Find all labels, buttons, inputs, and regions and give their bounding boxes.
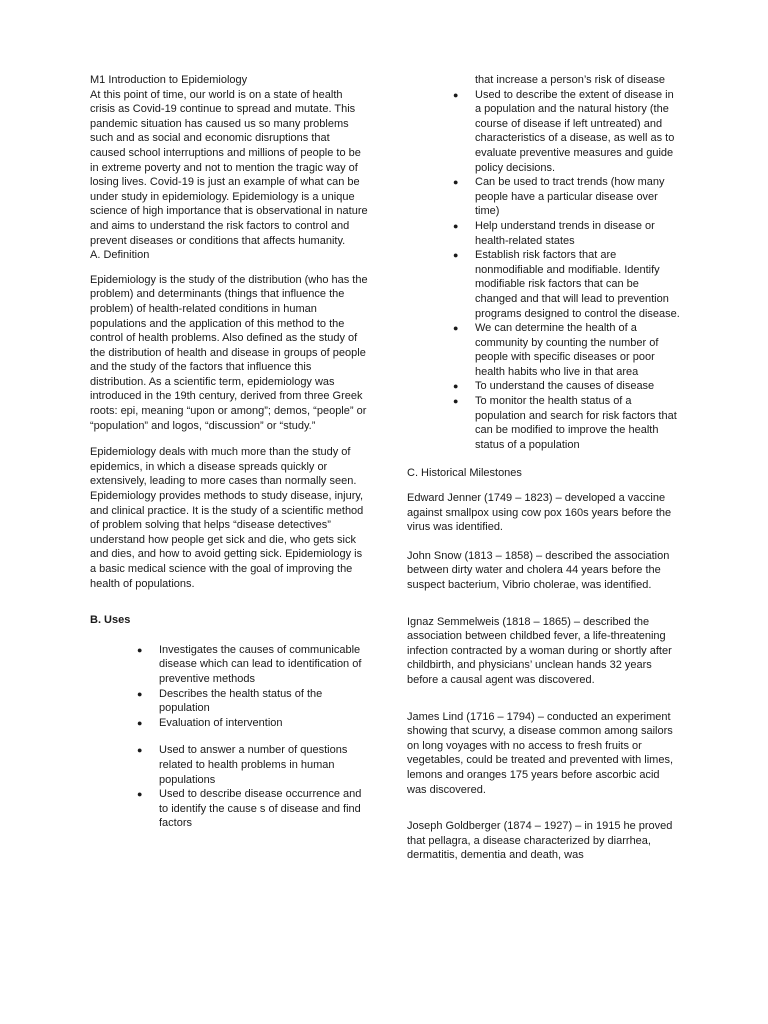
list-item-text: Establish risk factors that are nonmodifiable and modifiable. Identify modifiable risk factors that can be changed and that will lead to prevention programs designed to control the disease. [475, 249, 680, 320]
list-item-text: We can determine the health of a community by counting the number of people with specific diseases or poor health habits who live in that area [475, 322, 659, 378]
list-item-text: Used to answer a number of questions related to health problems in human populations [159, 744, 348, 786]
list-item-text: Used to describe disease occurrence and to identify the cause s of disease and find factors [159, 788, 362, 830]
definition-heading: A. Definition [90, 249, 150, 262]
bullet-icon: ● [453, 250, 459, 261]
list-item [137, 743, 368, 787]
bullet-icon: ● [453, 89, 459, 100]
bullet-icon: ● [453, 177, 459, 188]
bullet-icon: ● [137, 745, 143, 756]
list-item-text: Describes the health status of the population [159, 687, 323, 715]
list-item [453, 248, 682, 321]
list-item-text: Investigates the causes of communicable disease which can lead to identification of preventive methods [159, 643, 362, 685]
bullet-icon: ● [137, 789, 143, 800]
list-item [453, 321, 682, 379]
uses-list [137, 643, 368, 831]
list-item [453, 219, 682, 248]
left-column [90, 73, 368, 831]
list-item-text: Help understand trends in disease or health-related states [475, 219, 655, 247]
milestone-snow: John Snow (1813 – 1858) – described the association between dirty water and cholera 44 years before the suspect bacterium, Vibrio cholerae, was identified. [407, 549, 670, 591]
list-item [137, 716, 368, 731]
milestones-heading: C. Historical Milestones [407, 467, 522, 480]
list-item [137, 687, 368, 716]
list-item-text: To understand the causes of disease [475, 380, 655, 393]
definition-paragraph: Epidemiology is the study of the distribution (who has the problem) and determinants (things that influence the problem) of health-related conditions in human populations and the application of this method to the control of health problems. Also defined as the study of the distribution of health and disease in groups of people and the study of the factors that influence this distribution. As a scientific term, epidemiology was introduced in the 19th century, derived from three Greek roots: epi, meaning “upon or among”; demos, “people” or “population” and logos, “discussion” or “study.” [90, 273, 368, 432]
milestone-goldberger: Joseph Goldberger (1874 – 1927) – in 1915 he proved that pellagra, a disease characterized by diarrhea, dermatitis, dementia and death, was [407, 820, 673, 862]
bullet-icon: ● [453, 323, 459, 334]
milestone-jenner: Edward Jenner (1749 – 1823) – developed a vaccine against smallpox using cow pox 160s years before the virus was identified. [407, 492, 672, 534]
list-item [453, 88, 682, 176]
list-item [137, 643, 368, 687]
list-spacer [159, 730, 368, 743]
bullet-icon: ● [453, 396, 459, 407]
list-item-text: Used to describe the extent of disease in a population and the natural history (the course of disease if left untreated) and characteristics of a disease, as well as to evaluate preventive measures and guide policy decisions. [475, 88, 675, 174]
list-item [137, 787, 368, 831]
bullet-icon: ● [453, 220, 459, 231]
list-item-text: Evaluation of intervention [159, 716, 283, 729]
milestone-lind: James Lind (1716 – 1794) – conducted an experiment showing that scurvy, a disease common among sailors on long voyages with no access to fresh fruits or vegetables, could be treated and prevented with limes, lemons and oranges 175 years before ascorbic acid was discovered. [407, 710, 673, 796]
list-item [453, 379, 682, 394]
list-item [453, 175, 682, 219]
milestone-semmelweis: Ignaz Semmelweis (1818 – 1865) – described the association between childbed fever, a life-threatening infection contracted by a woman during or shortly after childbirth, and physicians’ unclean hands 32 years before a causal agent was discovered. [407, 615, 672, 686]
right-column [407, 73, 682, 863]
bullet-icon: ● [137, 717, 143, 728]
list-item-text: Can be used to tract trends (how many people have a particular disease over time) [475, 176, 665, 218]
document-title: M1 Introduction to Epidemiology [90, 74, 248, 86]
deals-paragraph: Epidemiology deals with much more than the study of epidemics, in which a disease spreads quickly or extensively, leading to more cases than normally seen. Epidemiology provides methods to study disease, injury, and clinical practice. It is the study of a scientific method of problem solving that helps “disease detectives” understand how people get sick and die, who gets sick and dies, and how to avoid getting sick. Epidemiology is a basic medical science with the goal of improving the health of populations. [90, 446, 364, 590]
list-item-continuation [475, 73, 682, 88]
list-item-text: To monitor the health status of a population and search for risk factors that can be modified to improve the health status of a population [475, 395, 677, 451]
bullet-icon: ● [137, 688, 143, 699]
list-item [453, 394, 682, 452]
uses-list-continued [453, 73, 682, 452]
intro-paragraph: At this point of time, our world is on a state of health crisis as Covid-19 continue to spread and mutate. This pandemic situation has caused us so many problems such and as social and economic disruptions that caused school interruptions and millions of people to be in extreme poverty and not to mention the tragic way of losing lives. Covid-19 is just an example of what can be under study in epidemiology. Epidemiology is a unique science of high importance that is observational in nature and aims to understand the risk factors to control and prevent diseases or conditions that affects humanity. [90, 88, 368, 247]
list-item-text: that increase a person’s risk of disease [475, 74, 665, 86]
bullet-icon: ● [137, 644, 143, 655]
uses-heading: B. Uses [90, 614, 131, 627]
bullet-icon: ● [453, 381, 459, 392]
